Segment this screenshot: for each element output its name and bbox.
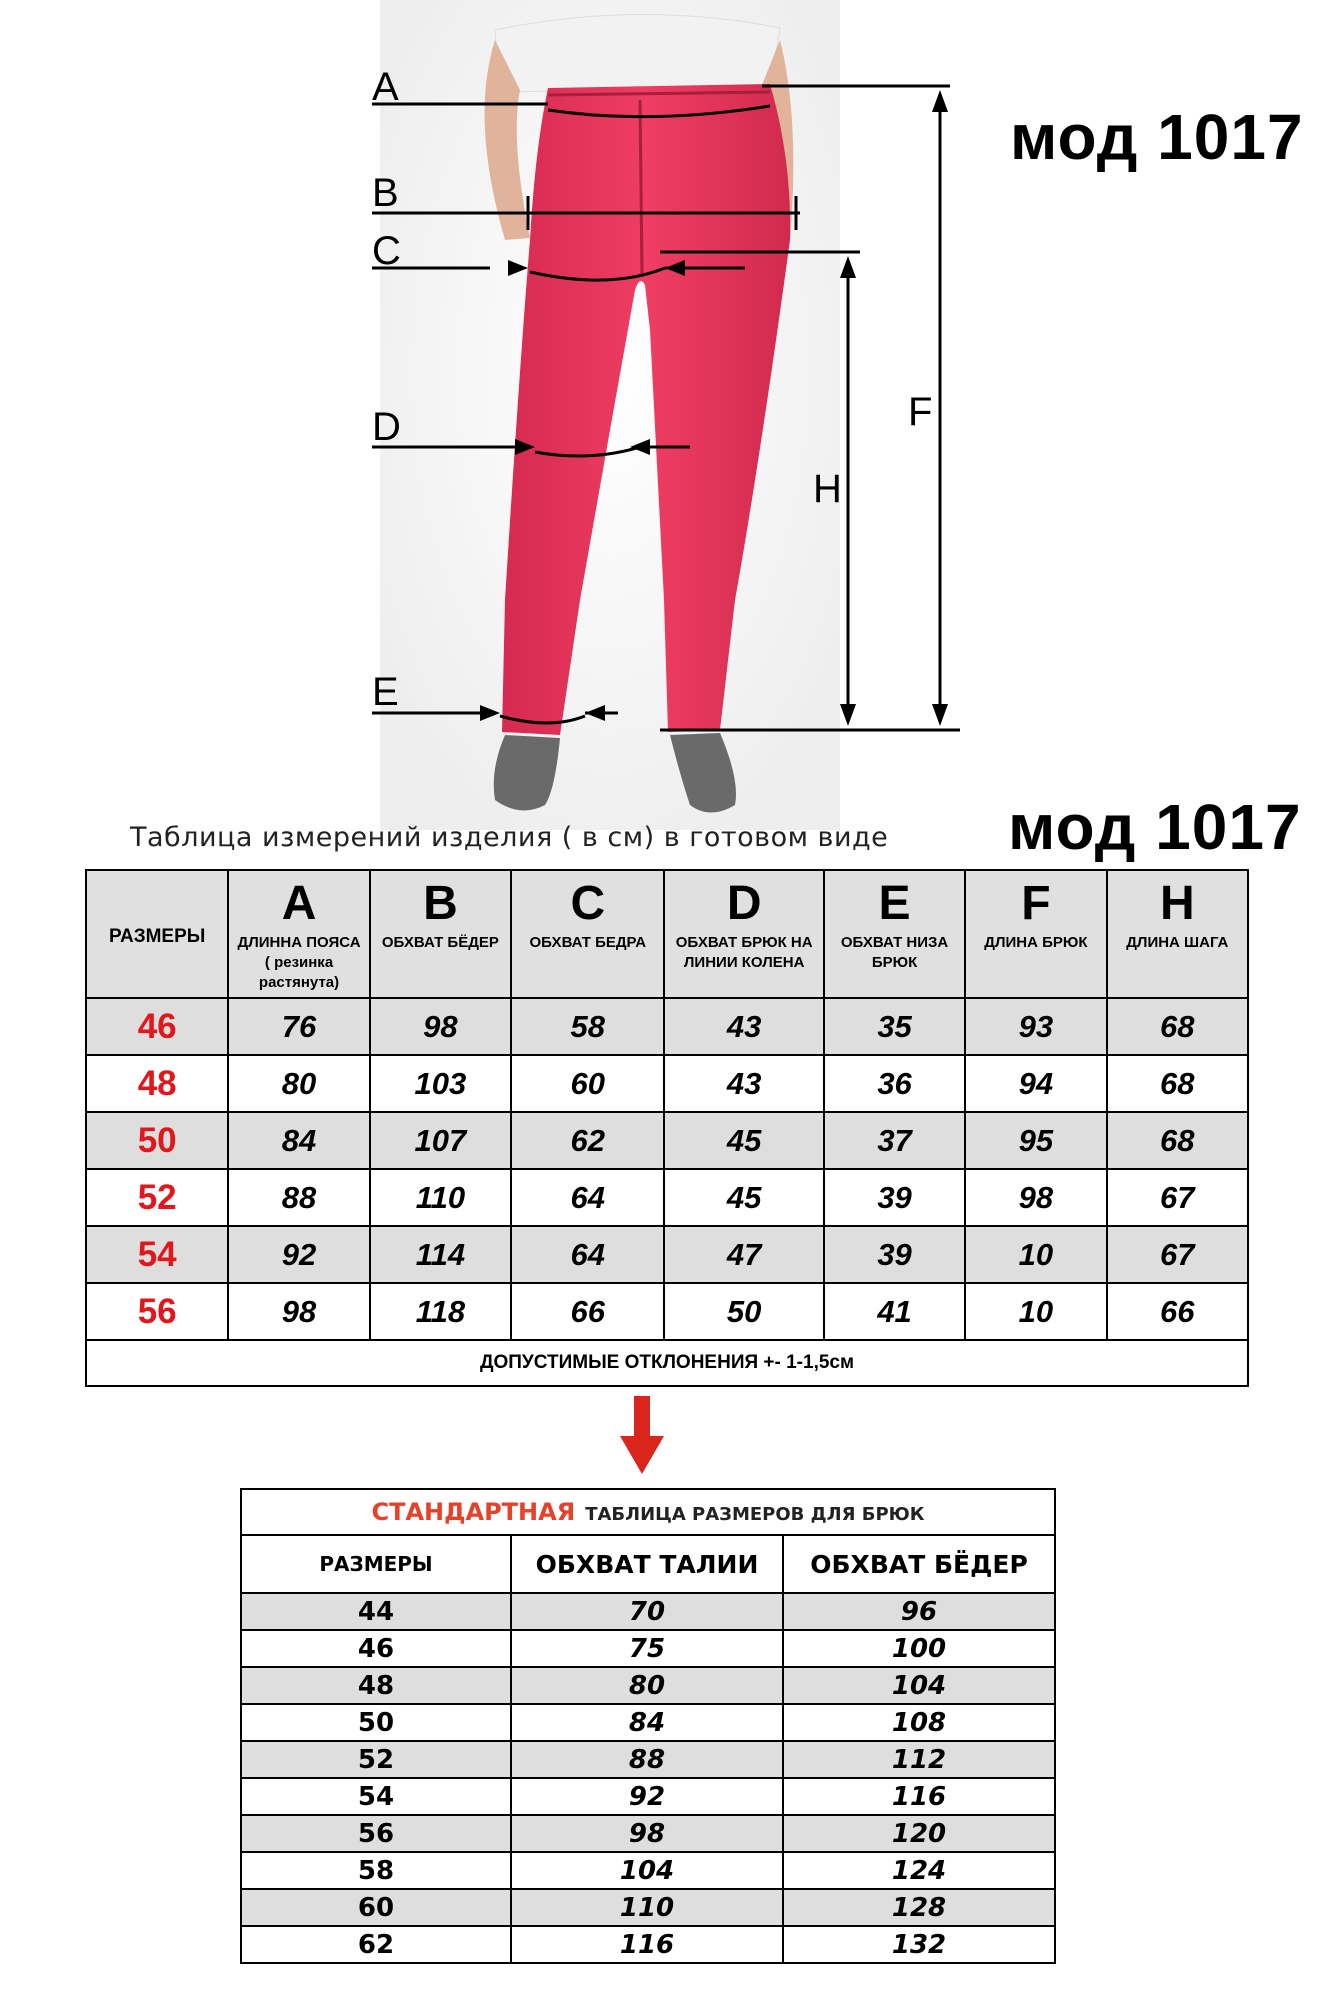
standard-title-rest: ТАБЛИЦА РАЗМЕРОВ ДЛЯ БРЮК — [585, 1504, 925, 1525]
table-row — [241, 1889, 1055, 1926]
table-row — [241, 1741, 1055, 1778]
measurement-header-row — [86, 870, 1248, 998]
measurement-cell: 43 — [664, 998, 823, 1055]
standard-value-cell: 75 — [511, 1630, 783, 1667]
standard-value-cell: 100 — [783, 1630, 1055, 1667]
standard-value-cell: 116 — [511, 1926, 783, 1963]
measurement-cell: 92 — [228, 1226, 369, 1283]
standard-value-cell: 108 — [783, 1704, 1055, 1741]
table-row — [241, 1926, 1055, 1963]
measurement-table — [85, 869, 1249, 1387]
table-row — [86, 998, 1248, 1055]
dim-label-e: E — [372, 670, 399, 714]
measurement-cell: 67 — [1107, 1169, 1248, 1226]
header-sizes: РАЗМЕРЫ — [86, 870, 228, 998]
dim-label-f: F — [908, 390, 933, 434]
measurement-cell: 66 — [511, 1283, 664, 1340]
size-cell: 56 — [86, 1283, 228, 1340]
measurement-cell: 93 — [965, 998, 1106, 1055]
standard-value-cell: 104 — [783, 1667, 1055, 1704]
size-cell: 50 — [86, 1112, 228, 1169]
standard-value-cell: 88 — [511, 1741, 783, 1778]
measurement-cell: 36 — [824, 1055, 965, 1112]
standard-size-cell: 48 — [241, 1667, 511, 1704]
table-row — [86, 1169, 1248, 1226]
standard-header-row — [241, 1535, 1055, 1593]
measurement-cell: 68 — [1107, 1055, 1248, 1112]
table-row — [241, 1667, 1055, 1704]
standard-value-cell: 120 — [783, 1815, 1055, 1852]
dim-label-d: D — [372, 405, 401, 449]
measurement-cell: 118 — [370, 1283, 511, 1340]
measurement-cell: 80 — [228, 1055, 369, 1112]
measurement-cell: 58 — [511, 998, 664, 1055]
standard-value-cell: 104 — [511, 1852, 783, 1889]
model-title-top: мод 1017 — [1010, 101, 1304, 173]
measurement-cell: 10 — [965, 1226, 1106, 1283]
standard-value-cell: 116 — [783, 1778, 1055, 1815]
measurement-cell: 98 — [370, 998, 511, 1055]
header-a: A ДЛИННА ПОЯСА ( резинка растянута) — [228, 870, 369, 998]
measurement-cell: 68 — [1107, 1112, 1248, 1169]
standard-size-cell: 52 — [241, 1741, 511, 1778]
size-cell: 48 — [86, 1055, 228, 1112]
table-row — [86, 1283, 1248, 1340]
size-cell: 54 — [86, 1226, 228, 1283]
dim-label-a: A — [372, 65, 399, 109]
measurement-cell: 76 — [228, 998, 369, 1055]
table-row — [86, 1055, 1248, 1112]
measurement-cell: 39 — [824, 1169, 965, 1226]
measurement-cell: 62 — [511, 1112, 664, 1169]
standard-value-cell: 110 — [511, 1889, 783, 1926]
header-d: D ОБХВАТ БРЮК НА ЛИНИИ КОЛЕНА — [664, 870, 823, 998]
standard-value-cell: 70 — [511, 1593, 783, 1630]
measurement-cell: 64 — [511, 1169, 664, 1226]
measurement-cell: 39 — [824, 1226, 965, 1283]
table-row — [241, 1852, 1055, 1889]
measurement-cell: 95 — [965, 1112, 1106, 1169]
standard-value-cell: 128 — [783, 1889, 1055, 1926]
measurement-cell: 43 — [664, 1055, 823, 1112]
standard-size-cell: 60 — [241, 1889, 511, 1926]
standard-size-table — [240, 1488, 1056, 1964]
standard-value-cell: 92 — [511, 1778, 783, 1815]
header-f: F ДЛИНА БРЮК — [965, 870, 1106, 998]
standard-header-waist: ОБХВАТ ТАЛИИ — [511, 1535, 783, 1593]
standard-value-cell: 96 — [783, 1593, 1055, 1630]
dim-label-b: B — [372, 171, 399, 215]
standard-value-cell: 84 — [511, 1704, 783, 1741]
standard-value-cell: 132 — [783, 1926, 1055, 1963]
dim-label-h: H — [813, 467, 842, 511]
standard-size-cell: 46 — [241, 1630, 511, 1667]
standard-size-cell: 44 — [241, 1593, 511, 1630]
model-title-table: мод 1017 — [1008, 791, 1302, 863]
measurement-cell: 50 — [664, 1283, 823, 1340]
measurement-cell: 37 — [824, 1112, 965, 1169]
standard-size-cell: 56 — [241, 1815, 511, 1852]
tolerance-row — [86, 1340, 1248, 1386]
standard-header-hips: ОБХВАТ БЁДЕР — [783, 1535, 1055, 1593]
size-cell: 52 — [86, 1169, 228, 1226]
measurement-cell: 110 — [370, 1169, 511, 1226]
table-row — [86, 1226, 1248, 1283]
measurement-cell: 68 — [1107, 998, 1248, 1055]
table-row — [241, 1593, 1055, 1630]
measurement-cell: 66 — [1107, 1283, 1248, 1340]
measurement-cell: 41 — [824, 1283, 965, 1340]
header-h: H ДЛИНА ШАГА — [1107, 870, 1248, 998]
white-top — [495, 14, 780, 92]
table-row — [86, 1112, 1248, 1169]
measurement-caption: Таблица измерений изделия ( в см) в готовом виде — [130, 822, 889, 853]
measurement-cell: 103 — [370, 1055, 511, 1112]
standard-size-cell: 62 — [241, 1926, 511, 1963]
measurement-cell: 84 — [228, 1112, 369, 1169]
standard-title — [241, 1489, 1055, 1535]
size-cell: 46 — [86, 998, 228, 1055]
table-row — [241, 1815, 1055, 1852]
standard-value-cell: 80 — [511, 1667, 783, 1704]
measurement-cell: 45 — [664, 1112, 823, 1169]
table-row — [241, 1778, 1055, 1815]
standard-header-sizes: РАЗМЕРЫ — [241, 1535, 511, 1593]
measurement-cell: 114 — [370, 1226, 511, 1283]
measurement-cell: 94 — [965, 1055, 1106, 1112]
standard-title-red: СТАНДАРТНАЯ — [371, 1498, 576, 1526]
measurement-cell: 35 — [824, 998, 965, 1055]
arrow-down-icon — [620, 1396, 664, 1476]
standard-title-row — [241, 1489, 1055, 1535]
header-e: E ОБХВАТ НИЗА БРЮК — [824, 870, 965, 998]
standard-value-cell: 112 — [783, 1741, 1055, 1778]
measurement-cell: 47 — [664, 1226, 823, 1283]
standard-value-cell: 98 — [511, 1815, 783, 1852]
measurement-cell: 64 — [511, 1226, 664, 1283]
table-row — [241, 1704, 1055, 1741]
measurement-cell: 98 — [965, 1169, 1106, 1226]
header-b: B ОБХВАТ БЁДЕР — [370, 870, 511, 998]
measurement-cell: 88 — [228, 1169, 369, 1226]
dim-label-c: C — [372, 229, 401, 273]
measurement-cell: 107 — [370, 1112, 511, 1169]
header-c: C ОБХВАТ БЕДРА — [511, 870, 664, 998]
standard-size-cell: 58 — [241, 1852, 511, 1889]
measurement-cell: 67 — [1107, 1226, 1248, 1283]
table-row — [241, 1630, 1055, 1667]
standard-size-cell: 54 — [241, 1778, 511, 1815]
measurement-cell: 98 — [228, 1283, 369, 1340]
tolerance-note: ДОПУСТИМЫЕ ОТКЛОНЕНИЯ +- 1-1,5см — [86, 1340, 1248, 1386]
standard-value-cell: 124 — [783, 1852, 1055, 1889]
measurement-cell: 45 — [664, 1169, 823, 1226]
standard-size-cell: 50 — [241, 1704, 511, 1741]
measurement-cell: 60 — [511, 1055, 664, 1112]
measurement-cell: 10 — [965, 1283, 1106, 1340]
